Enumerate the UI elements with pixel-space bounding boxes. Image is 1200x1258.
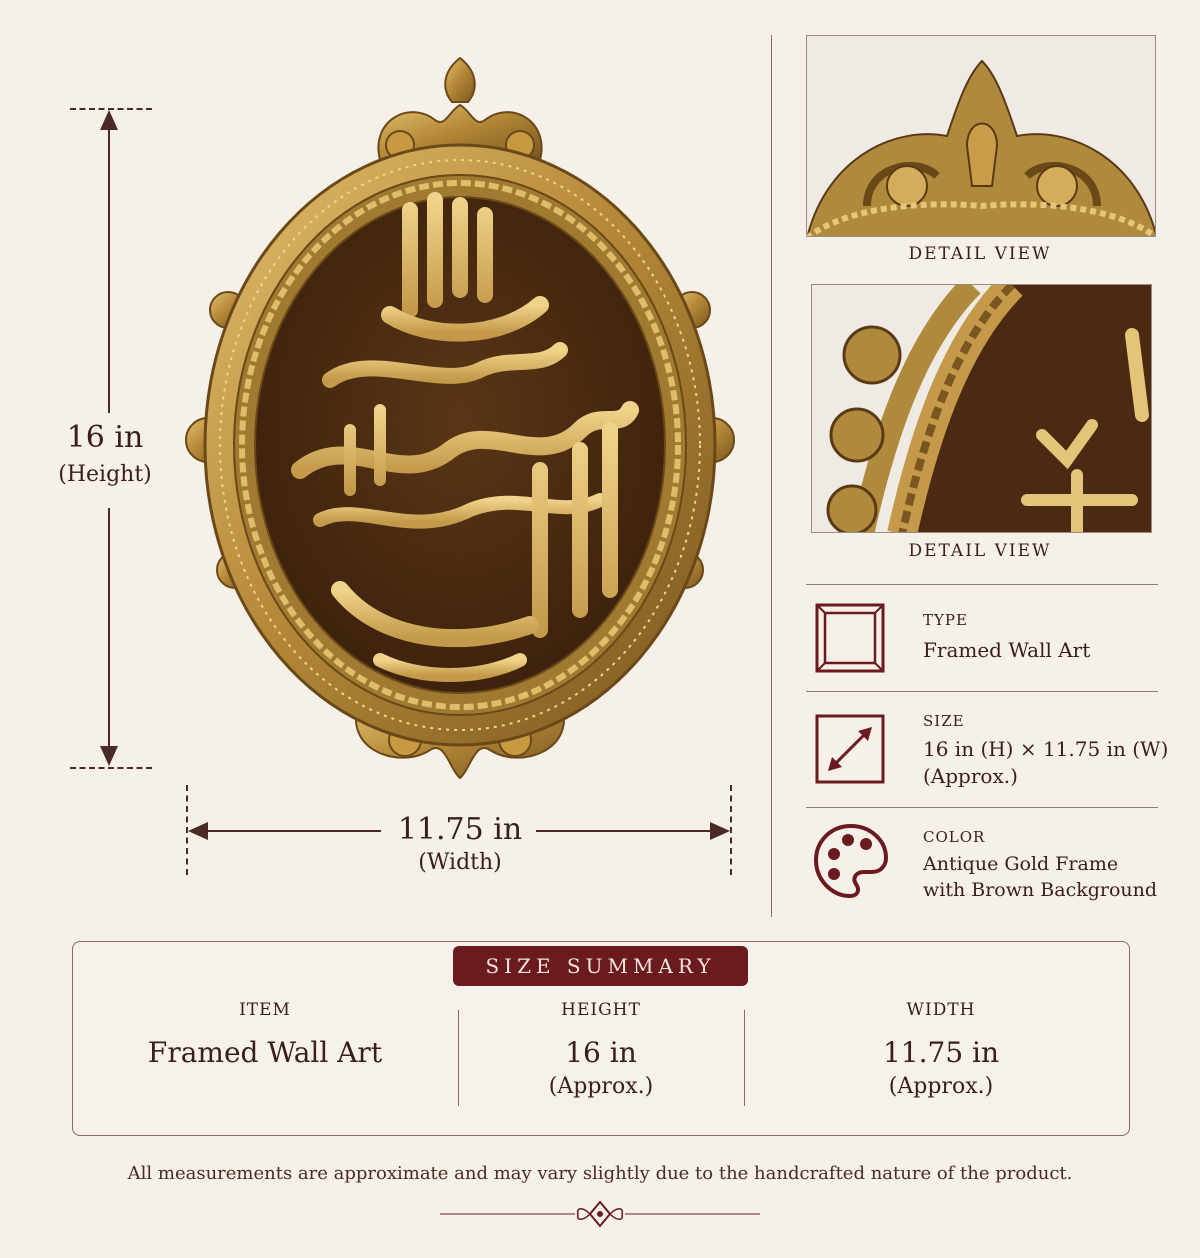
spec-color-title: COLOR [923,828,986,846]
spec-size-title: SIZE [923,712,965,730]
summary-width-title: WIDTH [906,1000,976,1020]
column-divider [771,35,772,917]
summary-item-title: ITEM [239,1000,291,1020]
spec-separator [806,691,1158,692]
size-summary-badge: SIZE SUMMARY [453,946,748,986]
frame-crest-detail-image [807,36,1156,237]
detail-view-2 [811,284,1152,533]
measurement-footnote: All measurements are approximate and may vary slightly due to the handcrafted nature of the product. [127,1163,1073,1184]
summary-width-note: (Approx.) [888,1074,994,1099]
frame-border-detail-image [812,285,1152,533]
detail-view-1 [806,35,1156,237]
resize-arrow-icon [814,713,886,785]
spec-type-title: TYPE [923,611,968,629]
spec-separator [806,584,1158,585]
width-note: (Width) [418,850,502,875]
frame-icon [814,602,886,674]
height-note: (Height) [58,462,152,487]
ornament-divider-icon [430,1196,770,1232]
spec-size-value-line2: (Approx.) [923,764,1018,788]
spec-size-value-line1: 16 in (H) × 11.75 in (W) [923,737,1169,761]
calligraphy-frame-artwork [180,50,740,790]
width-value: 11.75 in [397,812,523,847]
palette-icon [812,822,890,900]
summary-height-title: HEIGHT [561,1000,641,1020]
height-value: 16 in [66,420,144,455]
spec-separator [806,807,1158,808]
summary-item-value: Framed Wall Art [147,1036,383,1069]
detail-view-1-label: DETAIL VIEW [908,244,1052,264]
summary-height-value: 16 in [565,1036,637,1069]
spec-color-value-line1: Antique Gold Frame [923,853,1119,875]
detail-view-2-label: DETAIL VIEW [908,541,1052,561]
spec-type-value: Framed Wall Art [923,638,1091,662]
spec-color-value-line2: with Brown Background [923,879,1158,901]
summary-width-value: 11.75 in [882,1036,1000,1069]
summary-height-note: (Approx.) [548,1074,654,1099]
